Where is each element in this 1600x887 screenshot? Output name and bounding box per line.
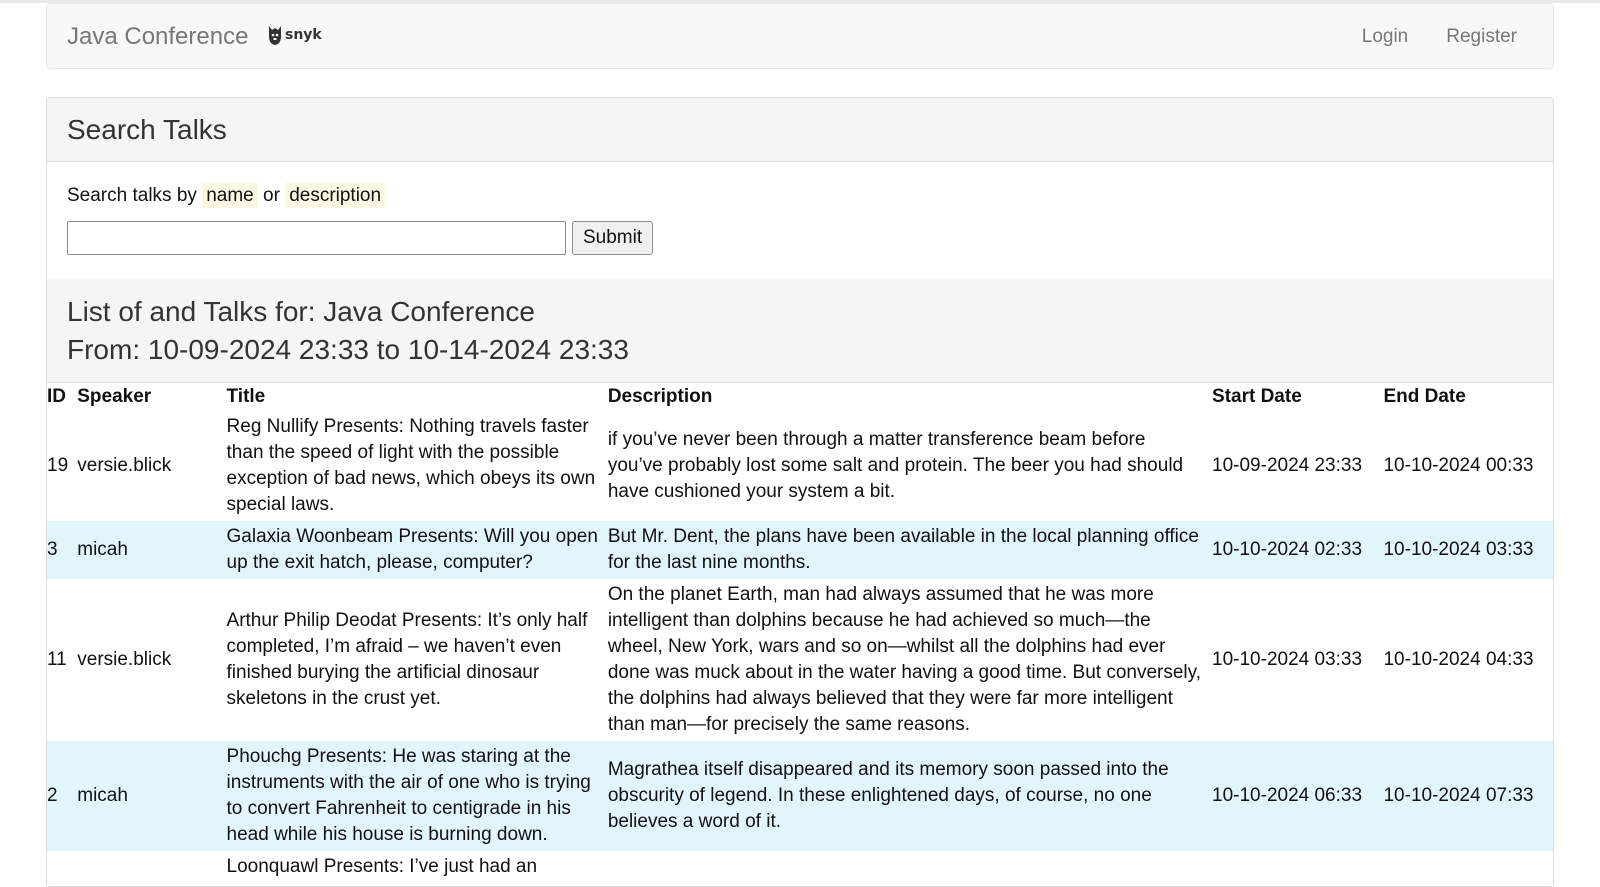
table-row bbox=[47, 741, 1554, 851]
snyk-dog-icon bbox=[267, 24, 283, 46]
column-header-id: ID bbox=[47, 386, 66, 407]
cell-speaker bbox=[77, 851, 226, 883]
submit-button[interactable]: Submit bbox=[572, 221, 653, 255]
navbar bbox=[46, 3, 1554, 69]
table-row bbox=[47, 411, 1554, 521]
sponsor-logo bbox=[267, 24, 322, 46]
cell-start-date bbox=[1212, 851, 1383, 883]
search-input[interactable] bbox=[67, 221, 566, 255]
table-row bbox=[47, 579, 1554, 741]
register-link[interactable]: Register bbox=[1446, 26, 1517, 47]
cell-speaker: micah bbox=[77, 521, 226, 579]
table-header-row bbox=[47, 383, 1554, 411]
search-prompt-prefix: Search talks by bbox=[67, 185, 197, 206]
cell-title: Reg Nullify Presents: Nothing travels faster than the speed of light with the possible exception of bad news, which obeys its own special laws. bbox=[226, 416, 596, 515]
talk-list-title: List of and Talks for: Java Conference bbox=[67, 296, 535, 327]
cell-id: 11 bbox=[47, 649, 67, 670]
nav-links bbox=[1362, 26, 1517, 48]
panel-title: Search Talks bbox=[47, 98, 1553, 162]
cell-description: Magrathea itself disappeared and its memory soon passed into the obscurity of legend. In these enlightened days, of course, no one believes a word of it. bbox=[608, 741, 1212, 851]
table-row bbox=[47, 851, 1554, 883]
column-header-title: Title bbox=[226, 386, 266, 407]
cell-end-date bbox=[1383, 851, 1554, 883]
cell-description: But Mr. Dent, the plans have been available in the local planning office for the last nine months. bbox=[608, 521, 1212, 579]
brand-link[interactable]: Java Conference bbox=[67, 23, 249, 50]
search-prompt-or: or bbox=[263, 185, 280, 206]
talk-list-date-range: From: 10-09-2024 23:33 to 10-14-2024 23:33 bbox=[67, 334, 629, 365]
cell-start-date: 10-10-2024 03:33 bbox=[1212, 649, 1363, 670]
cell-title: Phouchg Presents: He was staring at the instruments with the air of one who is trying to convert Fahrenheit to centigrade in his head while his house is burning down. bbox=[227, 741, 608, 851]
table-row bbox=[47, 521, 1554, 579]
cell-id: 3 bbox=[47, 521, 77, 579]
cell-start-date: 10-10-2024 06:33 bbox=[1212, 741, 1383, 851]
cell-title: Arthur Philip Deodat Presents: It’s only half completed, I’m afraid – we haven’t even finished burying the artificial dinosaur skeletons in the crust yet. bbox=[226, 610, 588, 709]
cell-start-date: 10-09-2024 23:33 bbox=[1212, 455, 1363, 476]
talk-list-heading bbox=[47, 279, 1554, 383]
cell-id: 19 bbox=[47, 455, 69, 476]
cell-description bbox=[608, 851, 1212, 883]
cell-id: 2 bbox=[47, 741, 77, 851]
cell-description: if you’ve never been through a matter transference beam before you’ve probably lost some salt and protein. The beer you had should have cushioned your system a bit. bbox=[607, 429, 1184, 502]
cell-title: Loonquawl Presents: I’ve just had an bbox=[226, 856, 538, 877]
column-header-start-date: Start Date bbox=[1212, 386, 1302, 407]
cell-speaker: versie.blick bbox=[77, 649, 172, 670]
cell-speaker: micah bbox=[77, 741, 226, 851]
cell-end-date: 10-10-2024 04:33 bbox=[1383, 649, 1534, 670]
cell-start-date: 10-10-2024 02:33 bbox=[1212, 521, 1383, 579]
cell-speaker: versie.blick bbox=[77, 455, 172, 476]
talks-table bbox=[47, 383, 1554, 883]
cell-end-date: 10-10-2024 00:33 bbox=[1383, 455, 1534, 476]
column-header-end-date: End Date bbox=[1383, 386, 1466, 407]
cell-id bbox=[47, 851, 77, 883]
column-header-description: Description bbox=[607, 386, 713, 407]
cell-end-date: 10-10-2024 07:33 bbox=[1383, 741, 1554, 851]
keyword-description: description bbox=[285, 183, 385, 208]
login-link[interactable]: Login bbox=[1361, 26, 1409, 47]
search-talks-panel bbox=[46, 97, 1554, 887]
cell-end-date: 10-10-2024 03:33 bbox=[1383, 521, 1554, 579]
cell-description: On the planet Earth, man had always assumed that he was more intelligent than dolphins because he had achieved so much—the wheel, New York, wars and so on—whilst all the dolphins had ever done was muck about in the water having a good time. But conversely, the dolphins had always believed that they were far more intelligent than man—for precisely the same reasons. bbox=[607, 584, 1202, 735]
column-header-speaker: Speaker bbox=[77, 386, 152, 407]
keyword-name: name bbox=[202, 183, 258, 208]
cell-title: Galaxia Woonbeam Presents: Will you open up the exit hatch, please, computer? bbox=[227, 521, 608, 579]
search-prompt bbox=[67, 182, 385, 210]
snyk-logo-text: snyk bbox=[285, 27, 322, 43]
